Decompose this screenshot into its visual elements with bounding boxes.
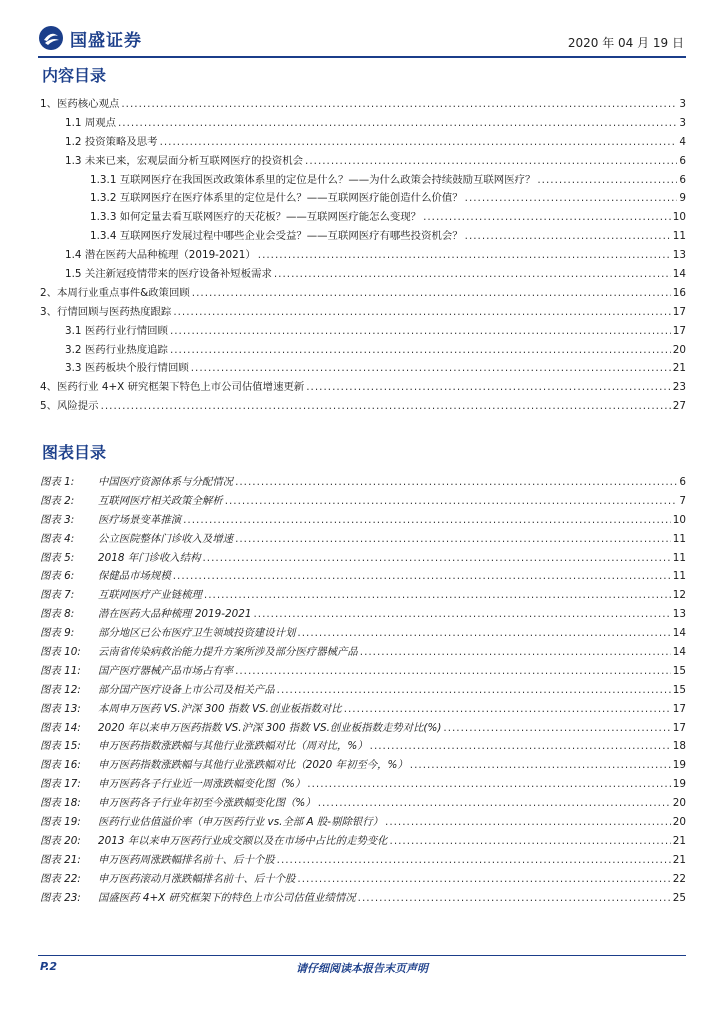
leader-dots xyxy=(235,533,671,545)
figure-label: 图表 3: xyxy=(40,513,75,526)
leader-dots xyxy=(465,192,678,204)
figure-entry-page: 13 xyxy=(672,608,686,621)
company-name: 国盛证券 xyxy=(70,30,142,51)
figure-entry[interactable] xyxy=(38,624,686,643)
leader-dots xyxy=(370,740,671,752)
leader-dots xyxy=(253,608,670,620)
figure-entry[interactable] xyxy=(38,567,686,586)
figure-entry[interactable] xyxy=(38,813,686,832)
figure-entry[interactable] xyxy=(38,586,686,605)
toc-entry-page: 27 xyxy=(672,400,686,413)
leader-dots xyxy=(423,211,671,223)
figure-entry-title xyxy=(40,530,233,545)
figure-entry[interactable] xyxy=(38,719,686,738)
figure-entry-page: 15 xyxy=(672,664,686,677)
figure-entry-title xyxy=(40,473,233,488)
figure-label: 图表 20: xyxy=(40,834,81,847)
figure-label: 图表 21: xyxy=(40,853,81,866)
figure-entry[interactable] xyxy=(38,605,686,624)
figure-entry[interactable] xyxy=(38,775,686,794)
company-logo xyxy=(38,22,142,54)
figure-entry-title xyxy=(40,719,441,734)
leader-dots xyxy=(183,514,671,526)
page-header xyxy=(38,22,686,54)
toc-entry-title: 1.3.3 如何定量去看互联网医疗的天花板？——互联网医疗能怎么变现？ xyxy=(90,211,422,224)
figure-entry-page: 7 xyxy=(679,494,686,507)
figure-caption: 申万医药各子行业年初至今涨跌幅变化图（%） xyxy=(98,797,316,810)
leader-dots xyxy=(297,873,670,885)
figure-entry-page: 17 xyxy=(672,721,686,734)
leader-dots xyxy=(173,306,670,318)
toc-entry[interactable] xyxy=(38,341,686,360)
report-date: 2020 年 04 月 19 日 xyxy=(567,36,684,50)
figure-label: 图表 15: xyxy=(40,740,81,753)
toc-entry[interactable] xyxy=(38,189,686,208)
footer-disclaimer: 请仔细阅读本报告末页声明 xyxy=(296,962,428,975)
figure-entry[interactable] xyxy=(38,549,686,568)
figure-entry[interactable] xyxy=(38,662,686,681)
figure-caption: 申万医药各子行业近一周涨跌幅变化图（%） xyxy=(98,778,306,791)
figure-entry-title xyxy=(40,737,368,752)
leader-dots xyxy=(202,552,670,564)
figure-entry-page: 11 xyxy=(672,551,686,564)
figure-entry-page: 17 xyxy=(672,702,686,715)
figure-entry[interactable] xyxy=(38,756,686,775)
figure-entry-page: 20 xyxy=(672,816,686,829)
figure-entry-page: 14 xyxy=(672,646,686,659)
toc-entry[interactable] xyxy=(38,303,686,322)
toc-entry-title: 1.4 潜在医药大品种梳理（2019-2021） xyxy=(65,249,256,262)
toc-entry-title: 4、医药行业 4+X 研究框架下特色上市公司估值增速更新 xyxy=(40,381,305,394)
leader-dots xyxy=(390,835,671,847)
leader-dots xyxy=(170,325,671,337)
toc-entry-title: 3、行情回顾与医药热度跟踪 xyxy=(40,305,172,318)
leader-dots xyxy=(465,230,671,242)
toc-entry-title: 1.1 周观点 xyxy=(65,116,116,129)
figure-caption: 国盛医药 4+X 研究框架下的特色上市公司估值业绩情况 xyxy=(98,891,356,904)
toc-entry-page: 4 xyxy=(679,135,686,148)
toc-entry-title: 3.1 医药行业行情回顾 xyxy=(65,324,168,337)
figure-entry-page: 21 xyxy=(672,834,686,847)
leader-dots xyxy=(258,249,671,261)
figure-entry[interactable] xyxy=(38,473,686,492)
figure-entry[interactable] xyxy=(38,643,686,662)
figure-caption: 医疗场景变革推演 xyxy=(98,513,182,526)
toc-entry-page: 6 xyxy=(679,154,686,167)
toc-entry-title: 1.3.4 互联网医疗发展过程中哪些企业会受益？——互联网医疗有哪些投资机会？ xyxy=(90,230,463,243)
header-divider xyxy=(38,56,686,58)
leader-dots xyxy=(121,98,677,110)
toc-entry-page: 3 xyxy=(679,116,686,129)
figure-label: 图表 4: xyxy=(40,532,75,545)
figure-caption: 申万医药周涨跌幅排名前十、后十个股 xyxy=(98,853,275,866)
figure-caption: 医药行业估值溢价率（申万医药行业 vs.全部 A 股-剔除银行） xyxy=(98,816,384,829)
leader-dots xyxy=(191,362,671,374)
figure-label: 图表 7: xyxy=(40,589,75,602)
toc-entry-title: 1.3 未来已来，宏观层面分析互联网医疗的投资机会 xyxy=(65,154,304,167)
figure-label: 图表 12: xyxy=(40,683,81,696)
toc-entry-title: 1.3.2 互联网医疗在医疗体系里的定位是什么？——互联网医疗能创造什么价值？ xyxy=(90,192,463,205)
figure-entry-title xyxy=(40,700,342,715)
figure-entry-page: 14 xyxy=(672,627,686,640)
toc-entry-title: 1、医药核心观点 xyxy=(40,98,120,110)
leader-dots xyxy=(410,759,671,771)
leader-dots xyxy=(274,268,671,280)
leader-dots xyxy=(101,400,671,412)
toc-entry-page: 16 xyxy=(672,286,686,299)
toc-title: 内容目录 xyxy=(42,66,107,85)
figure-caption: 2018 年门诊收入结构 xyxy=(98,551,201,564)
figure-entry-title xyxy=(40,567,171,582)
figure-entry-title xyxy=(40,813,383,828)
figure-label: 图表 18: xyxy=(40,797,81,810)
figure-entry-page: 11 xyxy=(672,570,686,583)
figure-entry[interactable] xyxy=(38,870,686,889)
figure-label: 图表 6: xyxy=(40,570,75,583)
figure-entry-page: 25 xyxy=(672,891,686,904)
leader-dots xyxy=(235,476,677,488)
toc-entry[interactable] xyxy=(38,95,686,114)
toc-entry-title: 3.3 医药板块个股行情回顾 xyxy=(65,362,189,375)
figure-entry[interactable] xyxy=(38,511,686,530)
figure-entry-title xyxy=(40,586,202,601)
leader-dots xyxy=(277,684,671,696)
figure-caption: 2013 年以来申万医药行业成交额以及在市场中占比的走势变化 xyxy=(98,834,388,847)
toc-entry-page: 14 xyxy=(672,268,686,281)
figure-caption: 申万医药指数涨跌幅与其他行业涨跌幅对比（2020 年初至今，%） xyxy=(98,759,408,772)
table-of-contents xyxy=(38,95,686,416)
toc-entry-page: 11 xyxy=(672,230,686,243)
figure-entry-title xyxy=(40,832,388,847)
toc-entry-title: 1.3.1 互联网医疗在我国医改政策体系里的定位是什么？——为什么政策会持续鼓励互联网医疗？ xyxy=(90,173,536,186)
figure-caption: 公立医院整体门诊收入及增速 xyxy=(98,532,234,545)
leader-dots xyxy=(305,155,677,167)
figure-label: 图表 2: xyxy=(40,494,75,507)
figure-entry-title xyxy=(40,662,233,677)
figure-label: 图表 17: xyxy=(40,778,81,791)
figure-caption: 保健品市场规模 xyxy=(98,570,171,583)
figure-entry-page: 15 xyxy=(672,683,686,696)
footer-divider xyxy=(38,955,686,956)
toc-entry[interactable] xyxy=(38,284,686,303)
leader-dots xyxy=(160,136,678,148)
figure-entry-page: 6 xyxy=(679,476,686,488)
figure-entry-title xyxy=(40,889,356,904)
toc-entry-page: 21 xyxy=(672,362,686,375)
figure-entry[interactable] xyxy=(38,530,686,549)
toc-entry[interactable] xyxy=(38,378,686,397)
figures-title: 图表目录 xyxy=(42,443,107,462)
figure-entry-title xyxy=(40,775,305,790)
figure-caption: 部分地区已公布医疗卫生领域投资建设计划 xyxy=(98,627,296,640)
toc-entry-title: 2、本周行业重点事件&政策回顾 xyxy=(40,286,190,299)
toc-entry[interactable] xyxy=(38,114,686,133)
figure-caption: 互联网医疗相关政策全解析 xyxy=(98,494,223,507)
figure-entry-title xyxy=(40,511,181,526)
toc-entry[interactable] xyxy=(38,208,686,227)
leader-dots xyxy=(443,722,670,734)
figure-entry-page: 10 xyxy=(672,513,686,526)
toc-entry-page: 13 xyxy=(672,249,686,262)
figure-entry-page: 20 xyxy=(672,797,686,810)
figure-label: 图表 19: xyxy=(40,816,81,829)
leader-dots xyxy=(225,495,678,507)
figure-entry-page: 18 xyxy=(672,740,686,753)
figure-label: 图表 8: xyxy=(40,608,75,621)
figure-entry-title xyxy=(40,549,200,564)
toc-entry[interactable] xyxy=(38,359,686,378)
toc-entry[interactable] xyxy=(38,322,686,341)
figure-entry-title xyxy=(40,794,316,809)
toc-entry-page: 23 xyxy=(672,381,686,394)
figure-label: 图表 14: xyxy=(40,721,81,734)
figure-entry[interactable] xyxy=(38,737,686,756)
figure-entry-title xyxy=(40,870,295,885)
figure-label: 图表 1: xyxy=(40,476,75,488)
company-logo-icon xyxy=(38,25,64,51)
figure-caption: 本周申万医药 VS.沪深 300 指数 VS.创业板指数对比 xyxy=(98,702,342,715)
figure-label: 图表 11: xyxy=(40,664,81,677)
figure-label: 图表 10: xyxy=(40,646,81,659)
toc-entry-title: 3.2 医药行业热度追踪 xyxy=(65,343,168,356)
toc-entry-title: 1.2 投资策略及思考 xyxy=(65,135,158,148)
figure-label: 图表 23: xyxy=(40,891,81,904)
figure-label: 图表 22: xyxy=(40,872,81,885)
figure-entry-title xyxy=(40,624,295,639)
figure-label: 图表 13: xyxy=(40,702,81,715)
figure-caption: 潜在医药大品种梳理 2019-2021 xyxy=(98,608,252,621)
figure-entry-page: 11 xyxy=(672,532,686,545)
toc-entry[interactable] xyxy=(38,152,686,171)
figure-caption: 云南省传染病救治能力提升方案所涉及部分医疗器械产品 xyxy=(98,646,358,659)
figure-entry-page: 22 xyxy=(672,872,686,885)
toc-entry[interactable] xyxy=(38,133,686,152)
leader-dots xyxy=(385,816,671,828)
toc-entry-page: 17 xyxy=(672,305,686,318)
toc-entry-page: 9 xyxy=(679,192,686,205)
figure-entry-page: 19 xyxy=(672,759,686,772)
leader-dots xyxy=(537,174,677,186)
figure-entry-title xyxy=(40,492,223,507)
figure-caption: 申万医药指数涨跌幅与其他行业涨跌幅对比（周对比，%） xyxy=(98,740,368,753)
figure-caption: 部分国产医疗设备上市公司及相关产品 xyxy=(98,683,275,696)
figure-entry-title xyxy=(40,605,251,620)
leader-dots xyxy=(297,627,670,639)
toc-entry[interactable] xyxy=(38,265,686,284)
leader-dots xyxy=(306,381,671,393)
toc-entry[interactable] xyxy=(38,246,686,265)
toc-entry-title: 5、风险提示 xyxy=(40,400,99,413)
leader-dots xyxy=(360,646,671,658)
leader-dots xyxy=(318,797,671,809)
toc-entry-title: 1.5 关注新冠疫情带来的医疗设备补短板需求 xyxy=(65,268,272,281)
leader-dots xyxy=(277,854,671,866)
figure-caption: 申万医药滚动月涨跌幅排名前十、后十个股 xyxy=(98,872,296,885)
leader-dots xyxy=(358,892,671,904)
figure-entry[interactable] xyxy=(38,889,686,908)
toc-entry[interactable] xyxy=(38,397,686,416)
leader-dots xyxy=(204,589,671,601)
figure-entry-page: 12 xyxy=(672,589,686,602)
toc-entry-page: 3 xyxy=(679,98,686,110)
figure-entry-title xyxy=(40,643,358,658)
toc-entry[interactable] xyxy=(38,227,686,246)
toc-entry[interactable] xyxy=(38,171,686,190)
figure-entry-title xyxy=(40,756,408,771)
leader-dots xyxy=(170,344,671,356)
leader-dots xyxy=(235,665,671,677)
leader-dots xyxy=(192,287,671,299)
toc-entry-page: 10 xyxy=(672,211,686,224)
figure-entry-page: 21 xyxy=(672,853,686,866)
page-number: P.2 xyxy=(40,960,58,973)
figure-entry-title xyxy=(40,681,275,696)
figure-entry[interactable] xyxy=(38,681,686,700)
leader-dots xyxy=(344,703,671,715)
toc-entry-page: 17 xyxy=(672,324,686,337)
leader-dots xyxy=(307,778,670,790)
toc-entry-page: 20 xyxy=(672,343,686,356)
figure-caption: 互联网医疗产业链梳理 xyxy=(98,589,202,602)
figure-entry-page: 19 xyxy=(672,778,686,791)
figure-entry[interactable] xyxy=(38,832,686,851)
leader-dots xyxy=(173,570,671,582)
toc-entry-page: 6 xyxy=(679,173,686,186)
figure-entry-title xyxy=(40,851,275,866)
figure-caption: 中国医疗资源体系与分配情况 xyxy=(98,476,234,488)
leader-dots xyxy=(118,117,677,129)
figure-caption: 国产医疗器械产品市场占有率 xyxy=(98,664,234,677)
list-of-figures xyxy=(38,473,686,907)
figure-entry[interactable] xyxy=(38,700,686,719)
figure-entry[interactable] xyxy=(38,794,686,813)
figure-label: 图表 16: xyxy=(40,759,81,772)
figure-label: 图表 9: xyxy=(40,627,75,640)
figure-entry[interactable] xyxy=(38,492,686,511)
figure-entry[interactable] xyxy=(38,851,686,870)
figure-caption: 2020 年以来申万医药指数 VS.沪深 300 指数 VS.创业板指数走势对比(%) xyxy=(98,721,442,734)
figure-label: 图表 5: xyxy=(40,551,75,564)
